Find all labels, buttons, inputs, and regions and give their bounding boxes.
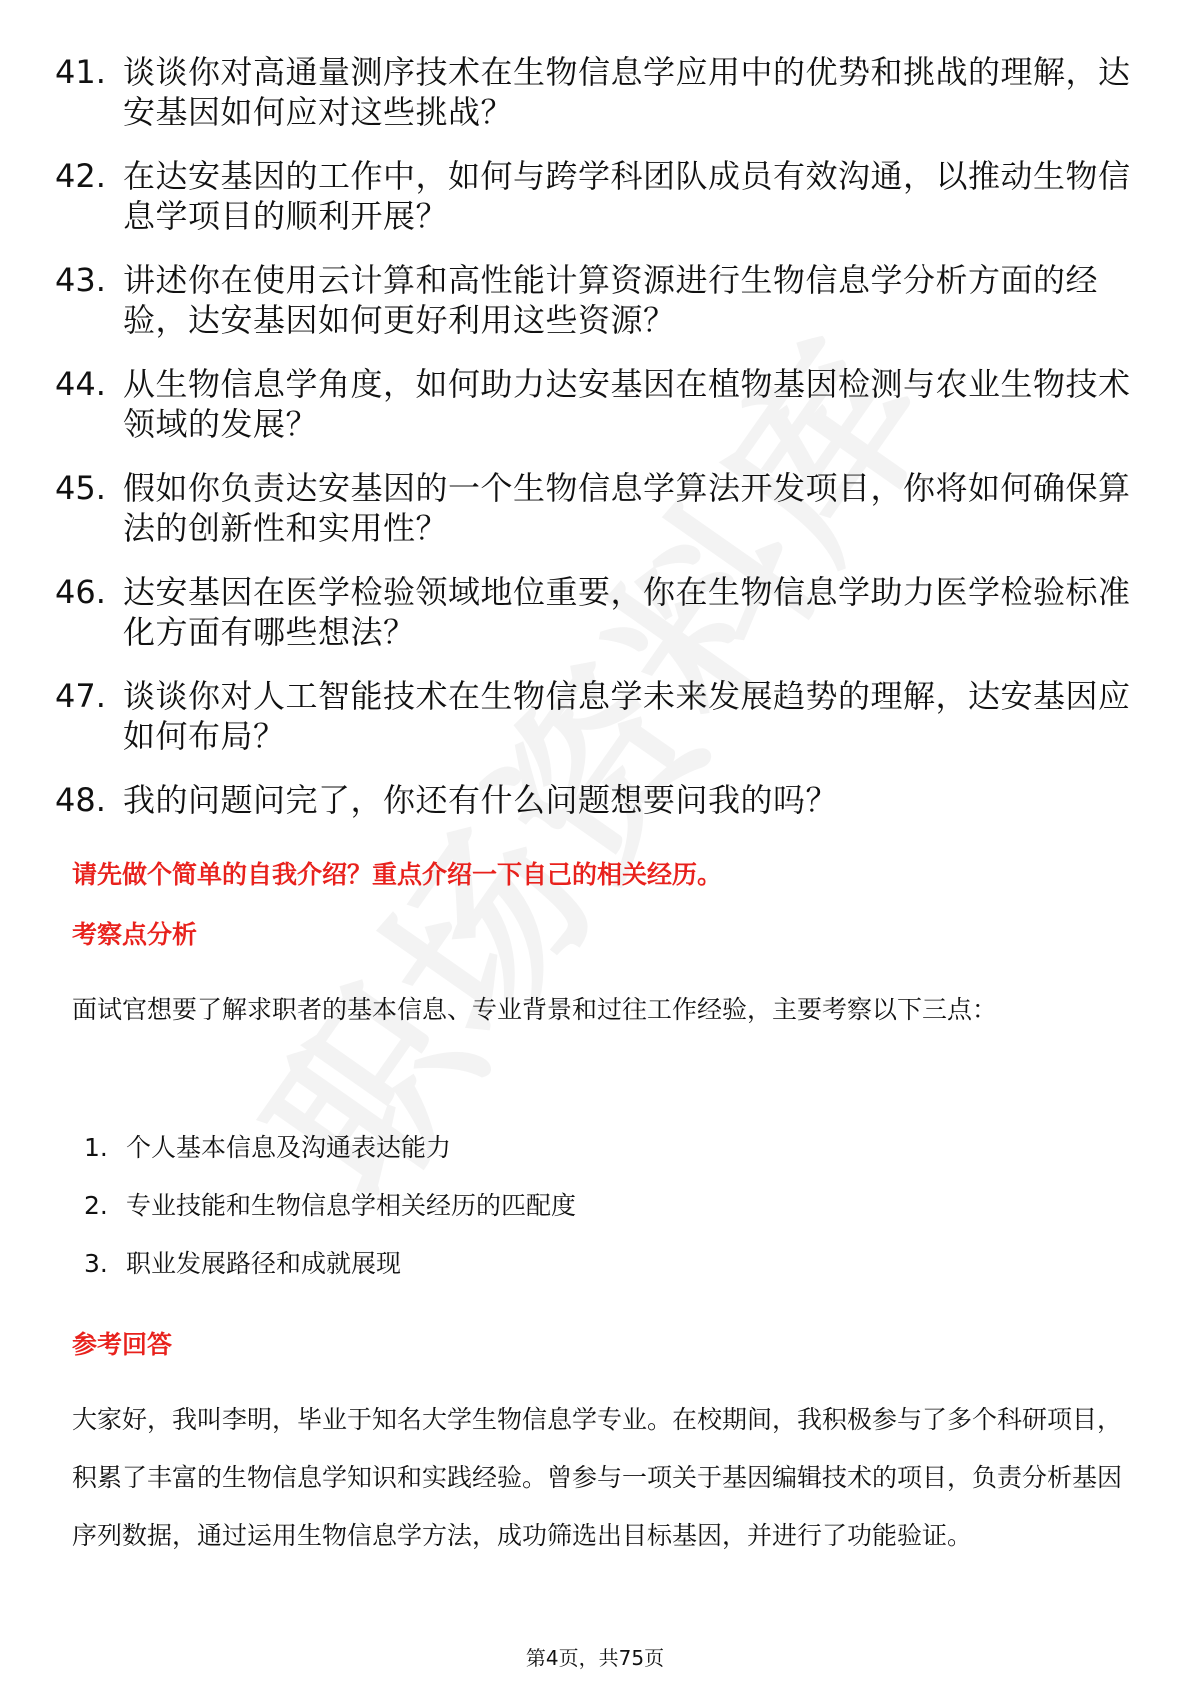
question-text: 从生物信息学角度，如何助力达安基因在植物基因检测与农业生物技术领域的发展？ <box>123 365 1131 443</box>
point-number: 1. <box>84 1133 108 1162</box>
question-text: 在达安基因的工作中，如何与跨学科团队成员有效沟通，以推动生物信息学项目的顺利开展？ <box>123 157 1131 235</box>
answer-heading: 参考回答 <box>72 1330 173 1359</box>
question-item <box>55 260 1135 340</box>
question-text: 假如你负责达安基因的一个生物信息学算法开发项目，你将如何确保算法的创新性和实用性？ <box>123 469 1131 547</box>
point-number: 2. <box>84 1191 108 1220</box>
point-text: 个人基本信息及沟通表达能力 <box>126 1133 452 1162</box>
answer-text: 大家好，我叫李明，毕业于知名大学生物信息学专业。在校期间，我积极参与了多个科研项目，积累了丰富的生物信息学知识和实践经验。曾参与一项关于基因编辑技术的项目，负责分析基因序列数据，通过运用生物信息学方法，成功筛选出目标基因，并进行了功能验证。 <box>72 1405 1123 1550</box>
question-text: 谈谈你对高通量测序技术在生物信息学应用中的优势和挑战的理解，达安基因如何应对这些挑战？ <box>123 53 1131 131</box>
question-number: 47. <box>55 677 106 715</box>
question-number: 43. <box>55 261 106 299</box>
question-item <box>55 156 1135 236</box>
list-item <box>84 1188 576 1224</box>
question-number: 48. <box>55 781 106 819</box>
question-number: 46. <box>55 573 106 611</box>
point-text: 专业技能和生物信息学相关经历的匹配度 <box>126 1191 577 1220</box>
question-number: 45. <box>55 469 106 507</box>
question-item <box>55 572 1135 652</box>
list-item <box>84 1130 576 1166</box>
question-item <box>55 676 1135 756</box>
page-number: 第4页，共75页 <box>525 1646 665 1670</box>
question-list <box>55 52 1135 844</box>
question-item <box>55 364 1135 444</box>
point-number: 3. <box>84 1249 108 1278</box>
question-item <box>55 468 1135 548</box>
interview-question-heading: 请先做个简单的自我介绍？重点介绍一下自己的相关经历。 <box>72 860 723 889</box>
list-item <box>84 1246 576 1282</box>
question-text: 讲述你在使用云计算和高性能计算资源进行生物信息学分析方面的经验，达安基因如何更好利用这些资源？ <box>123 261 1099 339</box>
question-number: 41. <box>55 53 106 91</box>
point-text: 职业发展路径和成就展现 <box>126 1249 402 1278</box>
question-text: 谈谈你对人工智能技术在生物信息学未来发展趋势的理解，达安基因应如何布局？ <box>123 677 1131 755</box>
question-text: 我的问题问完了，你还有什么问题想要问我的吗？ <box>123 781 839 819</box>
question-item <box>55 52 1135 132</box>
analysis-heading: 考察点分析 <box>72 920 198 949</box>
analysis-points <box>84 1130 576 1304</box>
question-number: 44. <box>55 365 106 403</box>
question-item <box>55 780 1135 820</box>
question-number: 42. <box>55 157 106 195</box>
analysis-intro: 面试官想要了解求职者的基本信息、专业背景和过往工作经验，主要考察以下三点： <box>72 995 998 1024</box>
question-text: 达安基因在医学检验领域地位重要，你在生物信息学助力医学检验标准化方面有哪些想法？ <box>123 573 1131 651</box>
